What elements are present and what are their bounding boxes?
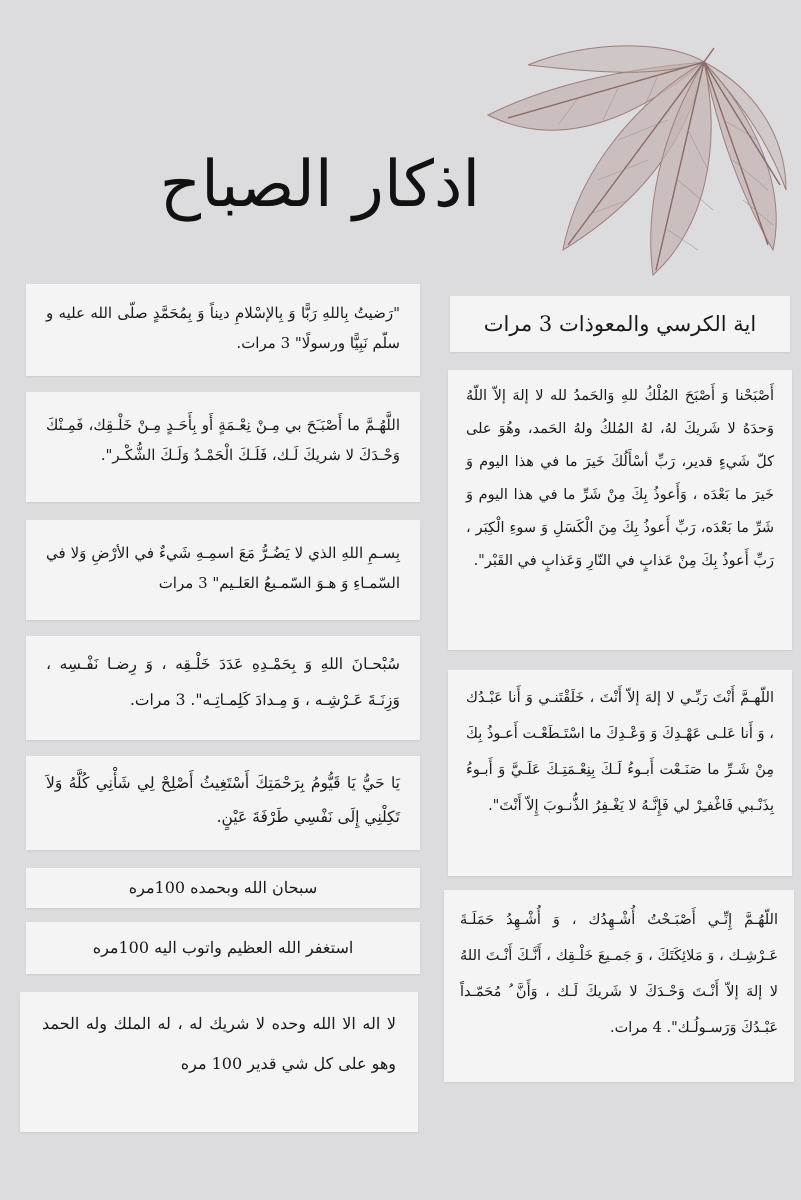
dhikr-text: أَصْبَحْنا وَ أَصْبَحَ المُلْكُ للهِ وَالحَمدُ لله لا إلهَ إلاّ اللّهُ وَحدَهُ لا شَريكَ لهُ، لهُ المُلكُ ولهُ الحَمد، وهُوَ على كلّ شَيءٍ قدير، رَبِّ أسْأَلُكَ خَيرَ ما في هذا اليوم وَ خَيرَ ما بَعْدَه ، وَأَعوذُ بِكَ مِنْ شَرِّ ما في هذا اليوم وَ شَرِّ ما بَعْدَه، رَبِّ أَعوذُ بِكَ مِنَ الْكَسَلِ وَ سوءِ الْكِبَر ، رَبِّ أَعوذُ بِكَ مِنْ عَذابٍ في النّارِ وَعَذابٍ في القَبْر". — [466, 388, 774, 569]
dhikr-card-istighfar-100 — [26, 922, 420, 974]
dhikr-card-ushhiduk — [444, 890, 794, 1082]
dhikr-text: سبحان الله وبحمده 100مره — [128, 878, 318, 897]
dhikr-text: اللّهـمَّ أَنْتَ رَبِّـي لا إلهَ إلاّ أَنْتَ ، خَلَقْتَنـي وَ أَنا عَبْـدُك ، وَ أَنا عَلـى عَهْـدِكَ وَ وَعْـدِكَ ما اسْتَـطَعْـت أَعـوذُ بِكَ مِنْ شَـرِّ ما صَنَـعْت أَبـوءُ لَـكَ بِنِعْـمَتِـكَ عَلَـيَّ وَ أَبـوءُ بِذَنْـبي فَاغْفـِرْ لي فَإِنَّـهُ لا يَغْـفِرُ الذُّنـوبَ إِلاّ أَنْتَ". — [466, 690, 774, 814]
dhikr-text: اللَّهُـمَّ ما أَصْبَـَحَ بي مِـنْ نِعْـمَةٍ أَو بِأَحَـدٍ مِـنْ خَلْـقِك، فَمِـنْكَ وَحْـدَكَ لا شريكَ لَـك، فَلَـكَ الْحَمْـدُ وَلَـكَ الشُّكْـر". — [46, 416, 400, 464]
dhikr-text: استغفر الله العظيم واتوب اليه 100مره — [92, 938, 354, 957]
leaves-illustration — [468, 40, 788, 280]
dhikr-text: اللّهُـمَّ إِنِّـي أَصْبَـحْتُ أُشْـهِدُك ، وَ أُشْـهِدُ حَمَلَـةَ عَـرْشِـك ، وَ مَلائِكَتَكَ ، وَ جَمـيعَ خَلْـقِك ، أَنَّـكَ أَنْـتَ اللهُ لا إلهَ إلاّ أَنْـتَ وَحْـدَكَ لا شَريكَ لَـك ، وَأَنَّ ُ مُحَمّـداً عَبْـدُكَ وَرَسـولُـك". 4 مرات. — [460, 912, 778, 1036]
dhikr-text: لا اله الا الله وحده لا شريك له ، له الملك وله الحمد وهو على كل شي قدير 100 مره — [42, 1014, 396, 1073]
dhikr-card-ayat-alkursi — [450, 296, 790, 352]
dhikr-card-asbahna — [448, 370, 792, 650]
dhikr-text: "رَضيتُ بِاللهِ رَبًّا وَ بِالإسْلامِ ديناً وَ بِمُحَمَّدٍ صلّى الله عليه و سلّم نَبِيًّا ورسولًا" 3 مرات. — [46, 304, 400, 352]
dhikr-card-ma-asbaha — [26, 392, 420, 502]
dhikr-text: اية الكرسي والمعوذات 3 مرات — [483, 312, 757, 336]
dhikr-card-sayyid-al-istighfar — [448, 670, 792, 876]
dhikr-card-ya-hayyu — [26, 756, 420, 850]
dhikr-text: سُبْحـانَ اللهِ وَ بِحَمْـدِهِ عَدَدَ خَلْـقِه ، وَ رِضـا نَفْـسِه ، وَزِنَـةَ عَـرْشِـه ، وَ مِـدادَ كَلِمـاتِـه". 3 مرات. — [46, 655, 400, 709]
dhikr-card-tahleel-100 — [20, 992, 418, 1132]
dhikr-card-radeetu — [26, 284, 420, 376]
leaf-top — [528, 46, 704, 72]
page-title: اذكار الصباح — [159, 148, 481, 222]
dhikr-text: بِسـمِ اللهِ الذي لا يَضُـرُّ مَعَ اسمِـهِ شَيءٌ في الأرْضِ وَلا في السّمـاءِ وَ هـوَ السّمـيعُ العَلـيم" 3 مرات — [46, 544, 400, 592]
dhikr-card-subhanallah-adada — [26, 636, 420, 740]
dhikr-card-bismillah — [26, 520, 420, 620]
dhikr-text: يَا حَيُّ يَا قَيُّومُ بِرَحْمَتِكَ أَسْتَغِيثُ أَصْلِحْ لِي شَأْنِي كُلَّهُ وَلاَ تَكِلْنِي إِلَى نَفْسِي طَرْفَةَ عَيْنٍ. — [46, 774, 400, 826]
dhikr-card-subhanallah-100 — [26, 868, 420, 908]
